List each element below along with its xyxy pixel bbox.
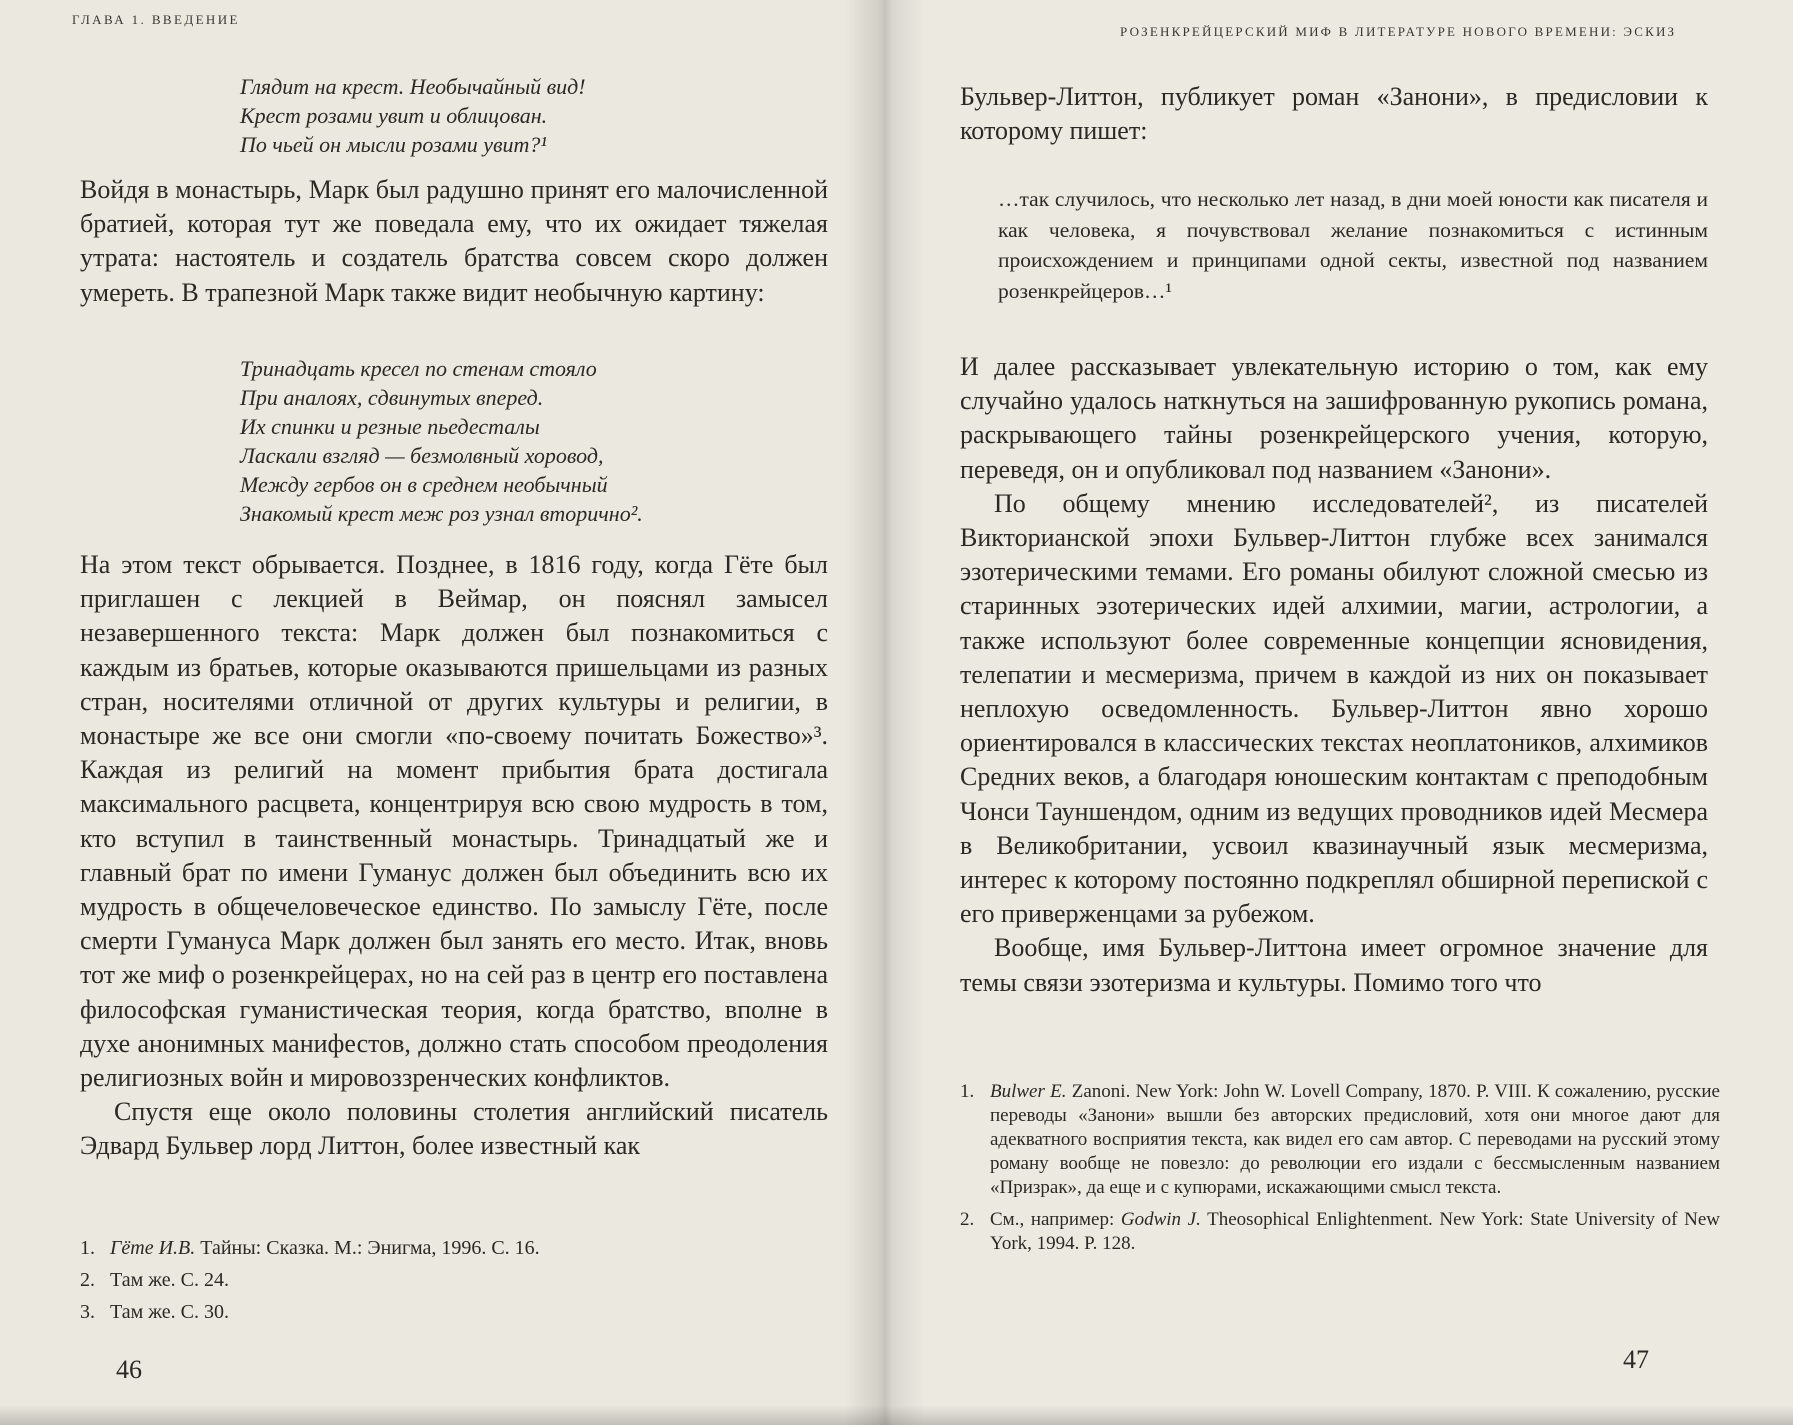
block-quote: …так случилось, что несколько лет назад, в дни моей юности как писателя и как человека, я почувствовал желание познакомиться с истинным происхождением и принципами одной секты, известной под названием розенкрейцеров…¹ — [998, 187, 1708, 303]
page-number: 47 — [1623, 1345, 1649, 1374]
verse-block — [240, 354, 643, 528]
paragraph — [960, 350, 1708, 1000]
verse-line: Между гербов он в среднем необычный — [240, 472, 608, 497]
paragraph-text: По общему мнению исследователей², из писателей Викторианской эпохи Бульвер-Литтон глубже всех занимался эзотерическими темами. Его романы обилуют сложной смесью из старинных эзотерических идей алхимии, магии, астрологии, а также используют более современные концепции ясновидения, телепатии и месмеризма, причем в каждой из них он показывает неплохую осведомленность. Бульвер-Литтон явно хорошо ориентировался в классических текстах неоплатоников, алхимиков Средних веков, а благодаря юношеским контактам с преподобным Чонси Тауншендом, одним из ведущих проводников идей Месмера в Великобритании, усвоил квазинаучный язык месмеризма, интерес к которому постоянно подкреплял обширной перепиской с его приверженцами за рубежом. — [960, 488, 1708, 929]
paragraph — [80, 173, 828, 310]
verse-line: Их спинки и резные пьедесталы — [240, 414, 540, 439]
footnote-author: Гёте И.В. — [110, 1237, 196, 1259]
footnote: 3. Там же. С. 30. — [80, 1301, 230, 1323]
verse-line: Тринадцать кресел по стенам стояло — [240, 356, 597, 381]
footnote-author: Bulwer E. — [990, 1081, 1067, 1102]
paragraph — [80, 548, 828, 1164]
verse-line: Глядит на крест. Необычайный вид! — [240, 74, 586, 99]
running-head-left: ГЛАВА 1. ВВЕДЕНИЕ — [72, 12, 240, 27]
verse-line: По чьей он мысли розами увит?¹ — [240, 132, 548, 157]
right-page — [878, 0, 1793, 1425]
paragraph-text: И далее рассказывает увлекательную историю о том, как ему случайно удалось наткнуться на зашифрованную рукопись романа, раскрывающего тайны розенкрейцерского учения, которую, переведя, он и опубликовал под названием «Занони». — [960, 352, 1708, 484]
paragraph-text: Бульвер-Литтон, публикует роман «Занони», в предисловии к которому пишет: — [960, 82, 1708, 146]
verse-line: Крест розами увит и облицован. — [240, 103, 548, 128]
verse-epigraph — [240, 72, 586, 159]
footnote: 2. Там же. С. 24. — [80, 1269, 230, 1291]
footnote-author: Godwin J. — [1120, 1209, 1201, 1230]
paragraph-text: На этом текст обрывается. Позднее, в 1816 году, когда Гёте был приглашен с лекцией в Веймар, он пояснял замысел незавершенного текста: Марк должен был познакомиться с каждым из братьев, которые оказываются пришельцами из разных стран, носителями отличной от других культуры и религии, в монастыре же все они смогли «по-своему почитать Божество»³. Каждая из религий на момент прибытия брата достигала максимального расцвета, концентрируя всю свою мудрость в том, кто вступил в таинственный монастырь. Тринадцатый же и главный брат по имени Гуманус должен был объединить всю их мудрость в общечеловеческое единство. По замыслу Гёте, после смерти Гумануса Марк должен был занять его место. Итак, вновь тот же миф о розенкрейцерах, но на сей раз в центр его поставлена философская гуманистическая теория, когда братство, вполне в духе анонимных манифестов, должно стать способом преодоления религиозных войн и мировоззренческих конфликтов. — [80, 550, 828, 1093]
footnotes-left — [80, 1235, 820, 1331]
left-page — [0, 0, 878, 1425]
page-number: 46 — [116, 1355, 142, 1384]
verse-line: Знакомый крест меж роз узнал вторично². — [240, 501, 643, 526]
footnote: 1. Гёте И.В. Тайны: Сказка. М.: Энигма, 1996. С. 16. — [80, 1237, 540, 1259]
footnote: 1. Bulwer E. Zanoni. New York: John W. Lovell Company, 1870. P. VIII. К сожалению, русские переводы «Занони» вышли без авторских предисловий, хотя они многое дают для адекватного восприятия текста, как видел его сам автор. С переводами на русский этому роману вообще не повезло: до революции его издали с бессмысленным названием «Призрак», да еще и с купюрами, искажающими смысл текста. — [960, 1081, 1720, 1198]
page-edge-shadow — [0, 1405, 1793, 1425]
footnote: 2. См., например: Godwin J. Theosophical Enlightenment. New York: State University of New York, 1994. P. 128. — [960, 1209, 1720, 1254]
verse-line: Ласкали взгляд — безмолвный хоровод, — [240, 443, 604, 468]
paragraph-text: Спустя еще около половины столетия английский писатель Эдвард Бульвер лорд Литтон, более известный как — [80, 1097, 828, 1161]
footnotes-right — [960, 1080, 1720, 1264]
paragraph-text: Вообще, имя Бульвер-Литтона имеет огромное значение для темы связи эзотеризма и культуры. Помимо того что — [960, 933, 1708, 997]
paragraph — [960, 80, 1708, 148]
verse-line: При аналоях, сдвинутых вперед. — [240, 385, 544, 410]
paragraph-text: Войдя в монастырь, Марк был радушно принят его малочисленной братией, которая тут же поведала ему, что их ожидает тяжелая утрата: настоятель и создатель братства совсем скоро должен умереть. В трапезной Марк также видит необычную картину: — [80, 175, 828, 307]
running-head-right: РОЗЕНКРЕЙЦЕРСКИЙ МИФ В ЛИТЕРАТУРЕ НОВОГО ВРЕМЕНИ: ЭСКИЗ — [1120, 24, 1677, 39]
book-gutter — [845, 0, 925, 1425]
